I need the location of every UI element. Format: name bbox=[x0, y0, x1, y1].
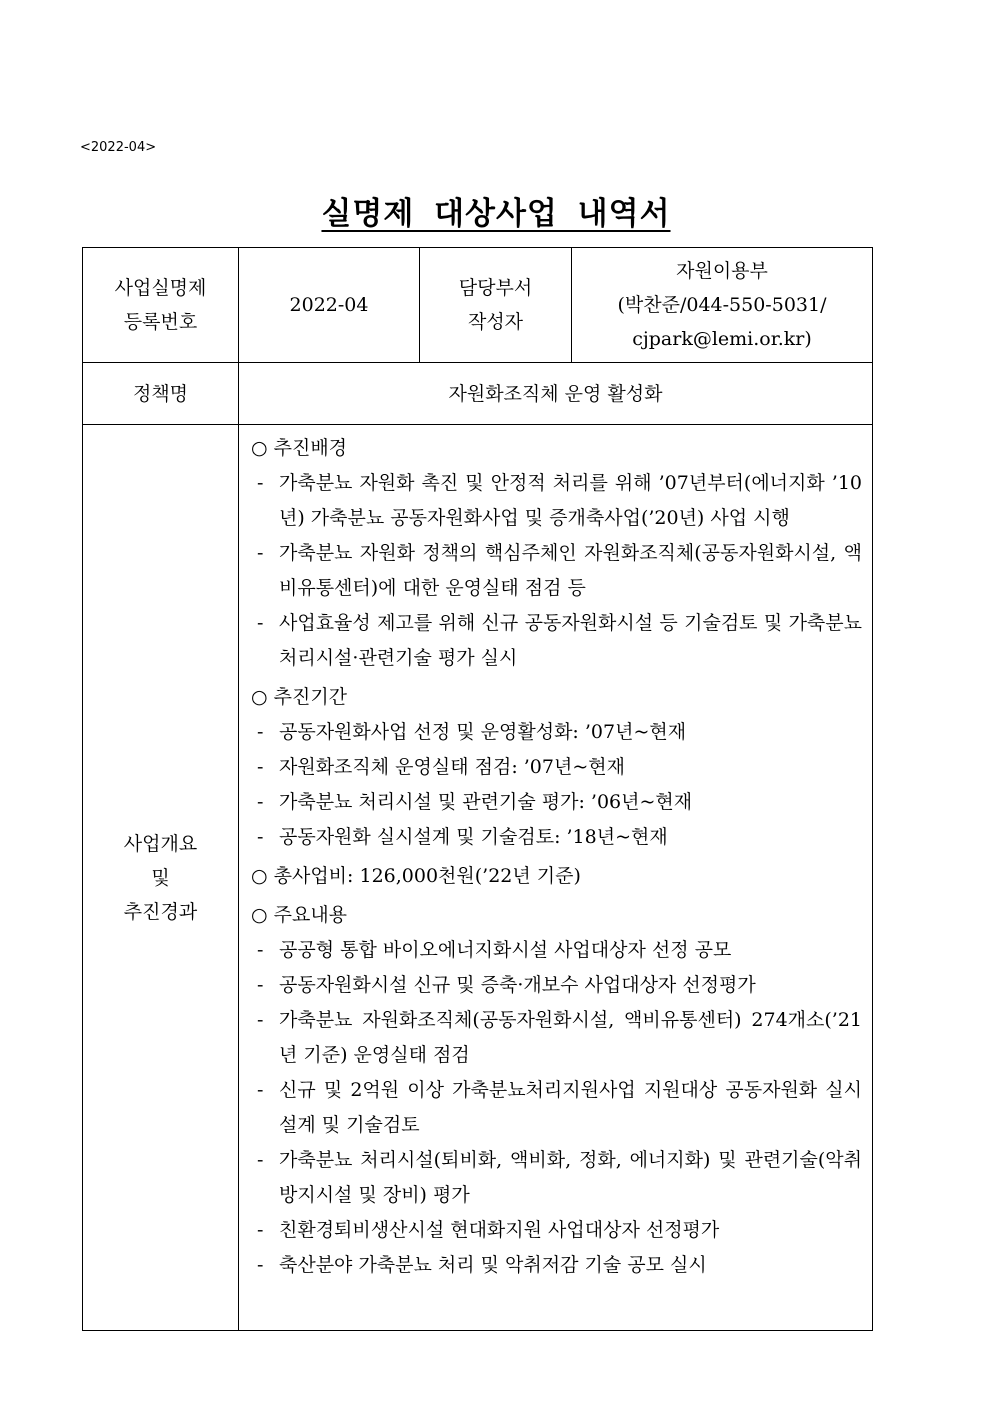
section-period bbox=[251, 680, 862, 855]
author-contact: (박찬준/044-550-5031/ bbox=[617, 294, 827, 316]
overview-label-line2: 및 bbox=[151, 866, 170, 889]
project-table bbox=[82, 247, 873, 1331]
list-item: - 공공형 통합 바이오에너지화시설 사업대상자 선정 공모 bbox=[251, 933, 862, 968]
list-item-text: 자원화조직체 운영실태 점검: ’07년~현재 bbox=[279, 756, 625, 778]
registration-label-line2: 등록번호 bbox=[123, 311, 198, 333]
list-item-text: 가축분뇨 처리시설(퇴비화, 액비화, 정화, 에너지화) 및 관련기술(악취방지시설 및 장비) 평가 bbox=[279, 1149, 862, 1206]
department-value-cell bbox=[572, 248, 873, 363]
section-main-contents bbox=[251, 898, 862, 1283]
list-item-text: 공동자원화사업 선정 및 운영활성화: ’07년~현재 bbox=[279, 721, 687, 743]
list-item: - 축산분야 가축분뇨 처리 및 악취저감 기술 공모 실시 bbox=[251, 1248, 862, 1283]
list-item-text: 가축분뇨 자원화 촉진 및 안정적 처리를 위해 ’07년부터(에너지화 ’10년) 가축분뇨 공동자원화사업 및 증개축사업(’20년) 사업 시행 bbox=[279, 472, 862, 529]
registration-row bbox=[83, 248, 873, 363]
list-item: - 공동자원화시설 신규 및 증축·개보수 사업대상자 선정평가 bbox=[251, 968, 862, 1003]
overview-content-cell bbox=[239, 425, 873, 1331]
list-item-text: 가축분뇨 자원화 정책의 핵심주체인 자원화조직체(공동자원화시설, 액비유통센터)에 대한 운영실태 점검 등 bbox=[279, 542, 862, 599]
section-heading: ○ 추진기간 bbox=[251, 686, 348, 708]
list-item-text: 신규 및 2억원 이상 가축분뇨처리지원사업 지원대상 공동자원화 실시설계 및 기술검토 bbox=[279, 1079, 862, 1136]
author-email: cjpark@lemi.or.kr) bbox=[632, 328, 812, 350]
list-item: - 가축분뇨 자원화 정책의 핵심주체인 자원화조직체(공동자원화시설, 액비유통센터)에 대한 운영실태 점검 등 bbox=[251, 536, 862, 606]
document-code: <2022-04> bbox=[80, 140, 157, 155]
list-item-text: 축산분야 가축분뇨 처리 및 악취저감 기술 공모 실시 bbox=[279, 1254, 707, 1276]
list-item: - 공동자원화사업 선정 및 운영활성화: ’07년~현재 bbox=[251, 715, 862, 750]
policy-row bbox=[83, 363, 873, 425]
list-item-text: 공동자원화시설 신규 및 증축·개보수 사업대상자 선정평가 bbox=[279, 974, 756, 996]
policy-name: 자원화조직체 운영 활성화 bbox=[448, 382, 663, 405]
section-heading: ○ 추진배경 bbox=[251, 437, 348, 459]
overview-label-line1: 사업개요 bbox=[123, 832, 198, 855]
section-background bbox=[251, 431, 862, 676]
list-item-text: 가축분뇨 자원화조직체(공동자원화시설, 액비유통센터) 274개소(’21년 기준) 운영실태 점검 bbox=[279, 1009, 862, 1066]
list-item-text: 친환경퇴비생산시설 현대화지원 사업대상자 선정평가 bbox=[279, 1219, 720, 1241]
list-item-text: 사업효율성 제고를 위해 신규 공동자원화시설 등 기술검토 및 가축분뇨 처리시설·관련기술 평가 실시 bbox=[279, 612, 862, 669]
list-item: - 가축분뇨 처리시설(퇴비화, 액비화, 정화, 에너지화) 및 관련기술(악취방지시설 및 장비) 평가 bbox=[251, 1143, 862, 1213]
list-item: - 가축분뇨 처리시설 및 관련기술 평가: ’06년~현재 bbox=[251, 785, 862, 820]
registration-label-cell bbox=[83, 248, 239, 363]
list-item: - 가축분뇨 자원화 촉진 및 안정적 처리를 위해 ’07년부터(에너지화 ’10년) 가축분뇨 공동자원화사업 및 증개축사업(’20년) 사업 시행 bbox=[251, 466, 862, 536]
department-label-line1: 담당부서 bbox=[458, 277, 533, 299]
document-title bbox=[0, 188, 992, 233]
document-title-text: 실명제 대상사업 내역서 bbox=[321, 196, 671, 232]
section-heading: ○ 주요내용 bbox=[251, 904, 348, 926]
list-item-text: 공공형 통합 바이오에너지화시설 사업대상자 선정 공모 bbox=[279, 939, 732, 961]
registration-label-line1: 사업실명제 bbox=[114, 277, 207, 299]
department-label-cell bbox=[420, 248, 572, 363]
department-name: 자원이용부 bbox=[676, 260, 768, 282]
policy-value-cell bbox=[239, 363, 873, 425]
section-budget bbox=[251, 859, 862, 894]
policy-label-cell bbox=[83, 363, 239, 425]
registration-number: 2022-04 bbox=[289, 294, 369, 316]
overview-row bbox=[83, 425, 873, 1331]
section-heading: ○ 총사업비: 126,000천원(’22년 기준) bbox=[251, 865, 581, 887]
list-item: - 사업효율성 제고를 위해 신규 공동자원화시설 등 기술검토 및 가축분뇨 처리시설·관련기술 평가 실시 bbox=[251, 606, 862, 676]
policy-label: 정책명 bbox=[132, 382, 189, 405]
department-label-line2: 작성자 bbox=[467, 311, 524, 333]
list-item: - 친환경퇴비생산시설 현대화지원 사업대상자 선정평가 bbox=[251, 1213, 862, 1248]
overview-label-cell bbox=[83, 425, 239, 1331]
list-item: - 공동자원화 실시설계 및 기술검토: ’18년~현재 bbox=[251, 820, 862, 855]
list-item: - 가축분뇨 자원화조직체(공동자원화시설, 액비유통센터) 274개소(’21년 기준) 운영실태 점검 bbox=[251, 1003, 862, 1073]
overview-label-line3: 추진경과 bbox=[123, 900, 198, 923]
list-item-text: 공동자원화 실시설계 및 기술검토: ’18년~현재 bbox=[279, 826, 668, 848]
list-item: - 신규 및 2억원 이상 가축분뇨처리지원사업 지원대상 공동자원화 실시설계 및 기술검토 bbox=[251, 1073, 862, 1143]
list-item-text: 가축분뇨 처리시설 및 관련기술 평가: ’06년~현재 bbox=[279, 791, 693, 813]
registration-number-cell bbox=[239, 248, 420, 363]
list-item: - 자원화조직체 운영실태 점검: ’07년~현재 bbox=[251, 750, 862, 785]
